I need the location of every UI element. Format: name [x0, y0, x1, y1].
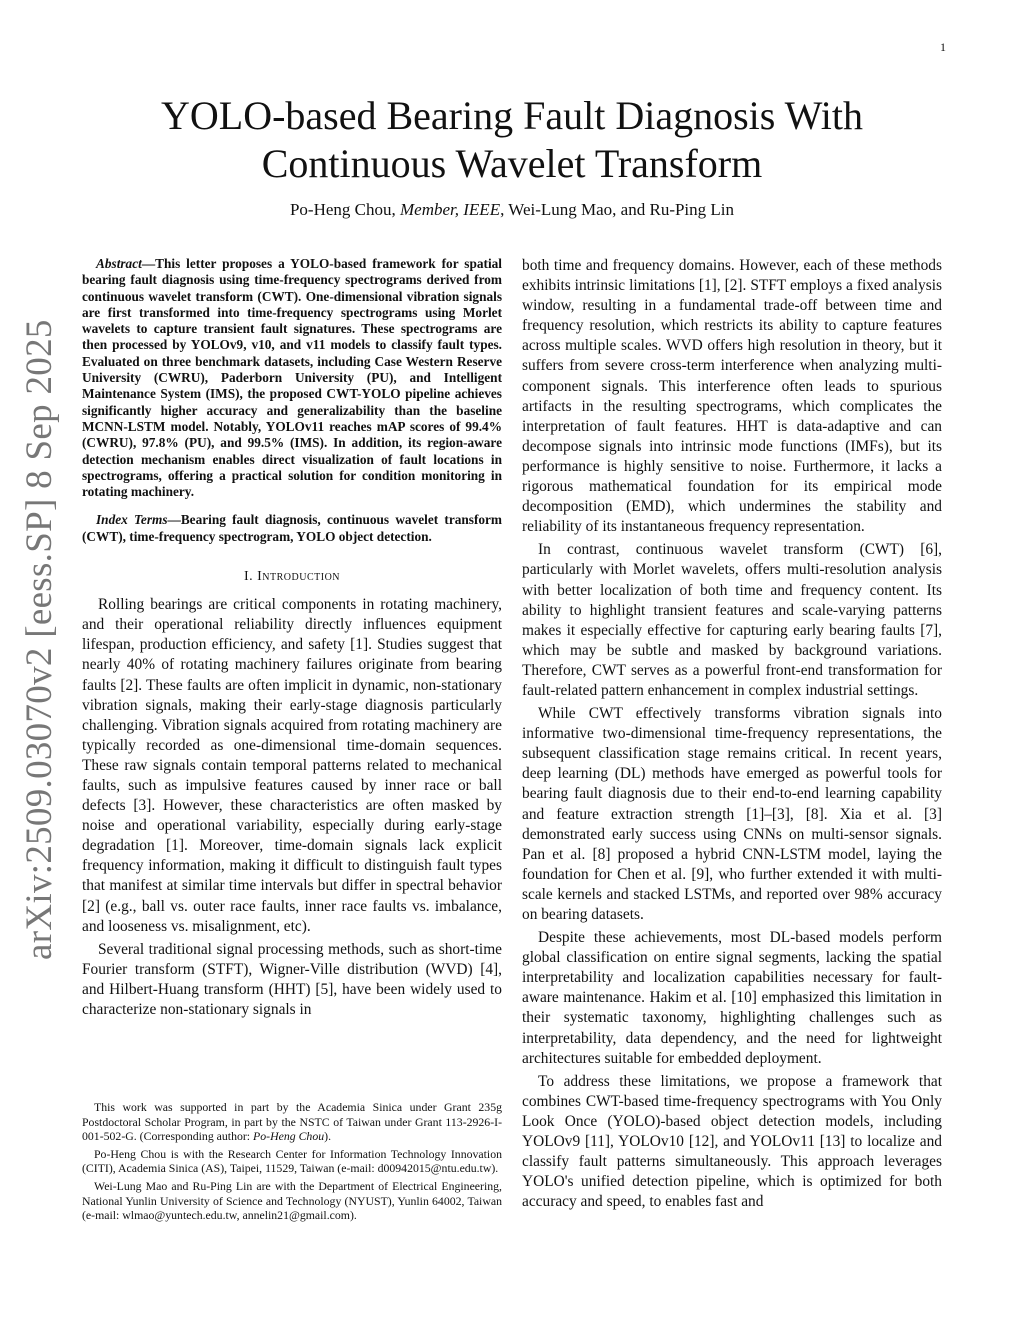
body-paragraph: In contrast, continuous wavelet transform (CWT) [6], particularly with Morlet wavelets, offers multi-resolution analysis with better localization of both time and frequency content. Its ability to highlight transient features and scale-varying patterns makes it especially effective for capturing early bearing faults [7], which may be subtle and masked by background variations. Therefore, CWT serves as a powerful front-end transformation for fault-related pattern enhancement in complex industrial settings. — [522, 541, 942, 699]
index-terms — [82, 512, 502, 545]
page-number: 1 — [940, 40, 946, 54]
author-membership: Member, IEEE — [400, 200, 501, 219]
title-line-2: Continuous Wavelet Transform — [261, 141, 763, 186]
body-paragraph: Despite these achievements, most DL-based models perform global classification on entire signal segments, lacking the spatial interpretability and localization capabilities necessary for fault-aware maintenance. Hakim et al. [10] emphasized this limitation in their systematic taxonomy, highlighting challenges such as interpretability, data dependency, and the need for lightweight architectures suitable for embedded deployment. — [522, 929, 942, 1067]
abstract-label: Abstract — [96, 256, 142, 271]
abstract-text: —This letter proposes a YOLO-based framework for spatial bearing fault diagnosis using time-frequency spectrograms derived from continuous wavelet transform (CWT). One-dimensional vibration signals are first transformed into time-frequency spectrograms using Morlet wavelets to capture transient fault signatures. These spectrograms are then processed by YOLOv9, v10, and v11 models to classify fault types. Evaluated on three benchmark datasets, including Case Western Reserve University (CWRU), Paderborn University (PU), and Intelligent Maintenance System (IMS), the proposed CWT-YOLO pipeline achieves significantly higher accuracy and generalizability than the baseline MCNN-LSTM model. Notably, YOLOv11 reaches mAP scores of 99.4% (CWRU), 97.8% (PU), and 99.5% (IMS). In addition, its region-aware detection mechanism enables direct visualization of fault locations in spectrograms, offering a practical solution for condition monitoring in rotating machinery. — [82, 256, 502, 500]
title-line-1: YOLO-based Bearing Fault Diagnosis With — [161, 93, 863, 138]
section-numeral: I. — [243, 569, 258, 585]
index-terms-label: Index Terms — [96, 512, 168, 528]
body-paragraph: Rolling bearings are critical components in rotating machinery, and their operational reliability directly influences equipment lifespan, production efficiency, and safety [1]. Studies suggest that nearly 40% of rotating machinery failures originate from bearing faults [2]. These faults are often implicit in dynamic, non-stationary vibration signals, making their early-stage diagnosis particularly challenging. Vibration signals acquired from rotating machinery are typically recorded as one-dimensional time-domain sequences. These raw signals contain temporal patterns related to mechanical faults, such as impulsive features caused by inner race or ball defects [3]. However, these characteristics are often masked by noise and operational variability, especially during early-stage degradation [1]. Moreover, time-domain signals lack explicit frequency information, making it difficult to distinguish fault types that manifest at similar time intervals but differ in spectral behavior [2] (e.g., ball vs. outer race faults, inner race faults vs. imbalance, and looseness vs. misalignment, etc). — [82, 596, 502, 935]
abstract — [82, 256, 502, 500]
index-terms-text: —Bearing fault diagnosis, continuous wavelet transform (CWT), time-frequency spectrogram, YOLO object detection. — [82, 512, 502, 544]
right-column — [522, 256, 942, 1215]
footnotes — [82, 1100, 502, 1226]
section-heading-introduction — [82, 567, 502, 587]
footnote-funding — [82, 1100, 502, 1144]
authors-part-1: Po-Heng Chou, — [289, 200, 400, 219]
corresponding-author: Po-Heng Chou — [253, 1129, 325, 1144]
paper-title — [90, 92, 934, 188]
footnote-affiliation-1: Po-Heng Chou is with the Research Center for Information Technology Innovation (CITI), Academia Sinica (AS), Taipei, 11529, Taiwan (e-mail: d00942015@ntu.edu.tw). — [82, 1146, 502, 1176]
left-column — [82, 256, 502, 1023]
body-paragraph: Several traditional signal processing methods, such as short-time Fourier transform (STFT), Wigner-Ville distribution (WVD) [4], and Hilbert-Huang transform (HHT) [5], have been widely used to characterize non-stationary signals in — [82, 940, 502, 1019]
arxiv-identifier: arXiv:2509.03070v2 [eess.SP] 8 Sep 2025 — [19, 319, 60, 960]
authors-part-2: , Wei-Lung Mao, and Ru-Ping Lin — [500, 200, 735, 219]
author-line — [90, 200, 934, 220]
body-paragraph: To address these limitations, we propose a framework that combines CWT-based time-frequency spectrograms with You Only Look Once (YOLO)-based object detection models, including YOLOv9 [11], YOLOv10 [12], and YOLOv11 [13] to localize and classify fault patterns simultaneously. This approach leverages YOLO's unified detection pipeline, which is optimized for both accuracy and speed, to enables fast and — [522, 1072, 942, 1211]
footnote-funding-end: ). — [324, 1129, 332, 1144]
footnote-funding-text: This work was supported in part by the Academia Sinica under Grant 235g Postdoctoral Scholar Program, in part by the NSTC of Taiwan under Grant 113-2926-I-001-502-G. (Corresponding author: — [82, 1100, 502, 1144]
section-title: Introduction — [257, 569, 341, 585]
body-paragraph: While CWT effectively transforms vibration signals into informative two-dimensional time-frequency representations, the subsequent classification stage remains critical. In recent years, deep learning (DL) methods have emerged as powerful tools for bearing fault diagnosis due to their end-to-end learning capability and feature extraction strength [1]–[3], [8]. Xia et al. [3] demonstrated early success using CNNs on multi-sensor signals. Pan et al. [8] proposed a hybrid CNN-LSTM model, laying the foundation for Chen et al. [9], who further extended it with multi-scale kernels and stacked LSTMs, and reported over 98% accuracy on bearing datasets. — [522, 705, 942, 923]
footnote-affiliation-2: Wei-Lung Mao and Ru-Ping Lin are with the Department of Electrical Engineering, National Yunlin University of Science and Technology (NYUST), Yunlin 64002, Taiwan (e-mail: wlmao@yuntech.edu.tw, annelin21@gmail.com). — [82, 1178, 502, 1223]
body-paragraph: both time and frequency domains. However, each of these methods exhibits intrinsic limitations [1], [2]. STFT employs a fixed analysis window, resulting in a fundamental trade-off between time and frequency resolution, which restricts its ability to capture features across multiple scales. WVD offers high resolution in theory, but it suffers from severe cross-term interference when analyzing multi-component signals. This interference often leads to spurious artifacts in the resulting spectrograms, which complicates the interpretation of fault features. HHT is data-adaptive and can decompose signals into intrinsic mode functions (IMFs), but its performance is highly sensitive to noise. Furthermore, it lacks a rigorous mathematical foundation for its empirical mode decomposition (EMD), which undermines the stability and reliability of its instantaneous frequency representation. — [522, 257, 942, 536]
